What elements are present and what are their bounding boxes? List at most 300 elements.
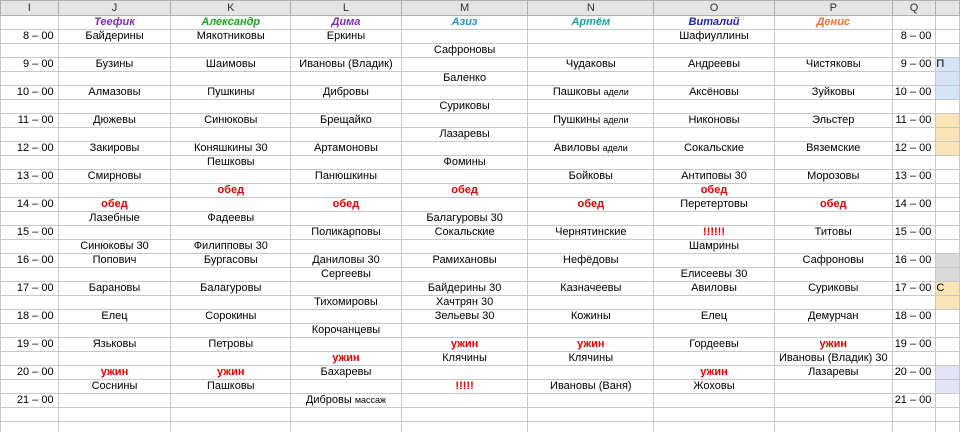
next-column-cell[interactable] — [936, 100, 960, 114]
schedule-cell[interactable] — [291, 72, 402, 86]
time-cell[interactable]: 15 – 00 — [1, 226, 59, 240]
schedule-cell[interactable]: Антиповы 30 — [654, 170, 775, 184]
schedule-cell[interactable] — [401, 114, 528, 128]
time-cell-right[interactable]: 15 – 00 — [892, 226, 936, 240]
next-column-cell[interactable] — [936, 254, 960, 268]
schedule-cell[interactable]: обед — [171, 184, 291, 198]
schedule-cell[interactable]: Филипповы 30 — [171, 240, 291, 254]
schedule-cell[interactable] — [171, 422, 291, 432]
schedule-cell[interactable] — [774, 128, 892, 142]
schedule-cell[interactable] — [58, 226, 171, 240]
schedule-cell[interactable] — [401, 394, 528, 408]
schedule-cell[interactable] — [528, 394, 654, 408]
schedule-cell[interactable]: обед — [401, 184, 528, 198]
schedule-cell[interactable]: ужин — [58, 366, 171, 380]
next-column-cell[interactable] — [936, 226, 960, 240]
schedule-cell[interactable]: Демурчан — [774, 310, 892, 324]
schedule-cell[interactable] — [401, 422, 528, 432]
schedule-cell[interactable]: Сафроновы — [401, 44, 528, 58]
schedule-cell[interactable] — [528, 296, 654, 310]
schedule-cell[interactable] — [171, 198, 291, 212]
schedule-cell[interactable]: Хачтрян 30 — [401, 296, 528, 310]
schedule-cell[interactable] — [58, 324, 171, 338]
schedule-cell[interactable] — [58, 100, 171, 114]
schedule-cell[interactable] — [291, 422, 402, 432]
schedule-cell[interactable] — [528, 422, 654, 432]
schedule-cell[interactable]: Лазаревы — [401, 128, 528, 142]
time-header-cell[interactable] — [1, 16, 59, 30]
next-column-cell[interactable] — [936, 366, 960, 380]
next-column-cell[interactable] — [936, 310, 960, 324]
schedule-cell[interactable]: Балагуровы 30 — [401, 212, 528, 226]
staff-name-cell[interactable]: Виталий — [654, 16, 775, 30]
schedule-cell[interactable]: Шаимовы — [171, 58, 291, 72]
time-cell[interactable] — [1, 296, 59, 310]
schedule-cell[interactable] — [58, 128, 171, 142]
time-cell[interactable]: 11 – 00 — [1, 114, 59, 128]
schedule-cell[interactable]: Клячины — [528, 352, 654, 366]
schedule-cell[interactable] — [654, 72, 775, 86]
schedule-cell[interactable] — [401, 408, 528, 422]
schedule-cell[interactable] — [774, 296, 892, 310]
schedule-cell[interactable]: Сорокины — [171, 310, 291, 324]
next-column-cell[interactable] — [936, 72, 960, 86]
next-column-cell[interactable] — [936, 212, 960, 226]
schedule-cell[interactable] — [774, 156, 892, 170]
schedule-cell[interactable] — [528, 240, 654, 254]
next-column-cell[interactable] — [936, 142, 960, 156]
time-cell-right[interactable] — [892, 156, 936, 170]
schedule-cell[interactable]: Корочанцевы — [291, 324, 402, 338]
schedule-cell[interactable]: Зуйковы — [774, 86, 892, 100]
column-header-K[interactable]: K — [171, 1, 291, 16]
schedule-cell[interactable] — [774, 44, 892, 58]
schedule-cell[interactable] — [528, 142, 654, 156]
schedule-cell[interactable] — [528, 324, 654, 338]
schedule-cell[interactable]: Нефёдовы — [528, 254, 654, 268]
schedule-cell[interactable]: ужин — [774, 338, 892, 352]
schedule-cell[interactable] — [171, 72, 291, 86]
schedule-cell[interactable]: Дюжевы — [58, 114, 171, 128]
time-cell[interactable] — [1, 408, 59, 422]
schedule-cell[interactable]: Сергеевы — [291, 268, 402, 282]
time-cell[interactable]: 9 – 00 — [1, 58, 59, 72]
time-cell-right[interactable]: 8 – 00 — [892, 30, 936, 44]
schedule-cell[interactable]: Смирновы — [58, 170, 171, 184]
schedule-cell[interactable]: Барановы — [58, 282, 171, 296]
schedule-cell[interactable] — [654, 352, 775, 366]
schedule-cell[interactable]: Сокальские — [401, 226, 528, 240]
schedule-cell[interactable]: Байдерины — [58, 30, 171, 44]
schedule-cell[interactable] — [171, 226, 291, 240]
schedule-cell[interactable]: Ивановы (Владик) 30 — [774, 352, 892, 366]
time-cell-right[interactable]: 12 – 00 — [892, 142, 936, 156]
time-cell[interactable] — [1, 184, 59, 198]
schedule-cell[interactable]: Бузины — [58, 58, 171, 72]
schedule-cell[interactable]: Пешковы — [171, 156, 291, 170]
schedule-cell[interactable]: Перетертовы — [654, 198, 775, 212]
schedule-cell[interactable] — [291, 44, 402, 58]
schedule-cell[interactable] — [654, 254, 775, 268]
schedule-cell[interactable]: ужин — [654, 366, 775, 380]
time-cell-right[interactable]: 9 – 00 — [892, 58, 936, 72]
schedule-cell[interactable]: Байдерины 30 — [401, 282, 528, 296]
time-cell-right[interactable] — [892, 44, 936, 58]
schedule-cell[interactable] — [774, 30, 892, 44]
column-header-N[interactable]: N — [528, 1, 654, 16]
schedule-cell[interactable] — [528, 114, 654, 128]
schedule-cell[interactable] — [171, 352, 291, 366]
schedule-cell[interactable] — [774, 212, 892, 226]
schedule-cell[interactable]: Ивановы (Владик) — [291, 58, 402, 72]
next-column-cell[interactable] — [936, 268, 960, 282]
schedule-cell[interactable] — [401, 86, 528, 100]
time-cell[interactable] — [1, 100, 59, 114]
schedule-cell[interactable]: ужин — [528, 338, 654, 352]
schedule-cell[interactable] — [528, 100, 654, 114]
time-cell[interactable] — [1, 324, 59, 338]
schedule-cell[interactable]: Эльстер — [774, 114, 892, 128]
schedule-cell[interactable]: !!!!! — [401, 380, 528, 394]
schedule-cell[interactable]: Бахаревы — [291, 366, 402, 380]
time-cell[interactable] — [1, 352, 59, 366]
time-cell-right[interactable] — [892, 408, 936, 422]
schedule-cell[interactable] — [58, 408, 171, 422]
next-column-cell[interactable] — [936, 380, 960, 394]
schedule-cell[interactable] — [401, 366, 528, 380]
schedule-cell[interactable]: Елец — [654, 310, 775, 324]
time-cell-right[interactable]: 18 – 00 — [892, 310, 936, 324]
schedule-cell[interactable] — [528, 212, 654, 226]
schedule-cell[interactable] — [58, 184, 171, 198]
schedule-cell[interactable] — [58, 352, 171, 366]
schedule-cell[interactable] — [291, 184, 402, 198]
next-column-cell[interactable] — [936, 170, 960, 184]
next-column-cell[interactable] — [936, 16, 960, 30]
time-cell[interactable]: 19 – 00 — [1, 338, 59, 352]
time-cell[interactable] — [1, 44, 59, 58]
schedule-cell[interactable]: Бойковы — [528, 170, 654, 184]
schedule-cell[interactable] — [291, 128, 402, 142]
time-cell[interactable]: 8 – 00 — [1, 30, 59, 44]
schedule-cell[interactable] — [528, 44, 654, 58]
schedule-cell[interactable] — [401, 324, 528, 338]
schedule-cell[interactable]: Никоновы — [654, 114, 775, 128]
schedule-cell[interactable] — [171, 324, 291, 338]
time-cell-right[interactable] — [892, 422, 936, 432]
schedule-cell[interactable]: Синюковы 30 — [58, 240, 171, 254]
column-header-M[interactable]: M — [401, 1, 528, 16]
schedule-cell[interactable] — [528, 366, 654, 380]
schedule-cell[interactable]: обед — [291, 198, 402, 212]
schedule-cell[interactable]: Андреевы — [654, 58, 775, 72]
staff-name-cell[interactable]: Азиз — [401, 16, 528, 30]
schedule-cell[interactable]: обед — [654, 184, 775, 198]
schedule-cell[interactable] — [58, 296, 171, 310]
column-header-Q[interactable]: Q — [892, 1, 936, 16]
schedule-cell[interactable]: Чудаковы — [528, 58, 654, 72]
column-header-O[interactable]: O — [654, 1, 775, 16]
schedule-cell[interactable] — [528, 408, 654, 422]
schedule-cell[interactable]: Шафиуллины — [654, 30, 775, 44]
time-cell-right[interactable] — [892, 128, 936, 142]
time-cell-right[interactable] — [892, 240, 936, 254]
schedule-cell[interactable] — [58, 268, 171, 282]
time-cell[interactable]: 21 – 00 — [1, 394, 59, 408]
schedule-cell[interactable]: обед — [774, 198, 892, 212]
next-column-cell[interactable] — [936, 394, 960, 408]
schedule-cell[interactable] — [401, 198, 528, 212]
time-cell-right[interactable]: 20 – 00 — [892, 366, 936, 380]
schedule-cell[interactable] — [291, 394, 402, 408]
time-cell[interactable] — [1, 422, 59, 432]
schedule-cell[interactable]: ужин — [401, 338, 528, 352]
schedule-cell[interactable] — [654, 128, 775, 142]
schedule-cell[interactable] — [654, 394, 775, 408]
time-cell[interactable] — [1, 380, 59, 394]
schedule-cell[interactable] — [291, 310, 402, 324]
schedule-cell[interactable]: Баленко — [401, 72, 528, 86]
next-column-cell[interactable] — [936, 198, 960, 212]
staff-name-cell[interactable]: Артём — [528, 16, 654, 30]
schedule-cell[interactable]: Гордеевы — [654, 338, 775, 352]
schedule-cell[interactable]: Шамрины — [654, 240, 775, 254]
time-cell[interactable]: 16 – 00 — [1, 254, 59, 268]
schedule-cell[interactable]: Попович — [58, 254, 171, 268]
schedule-cell[interactable]: Ивановы (Ваня) — [528, 380, 654, 394]
next-column-cell[interactable] — [936, 86, 960, 100]
time-cell-right[interactable]: 14 – 00 — [892, 198, 936, 212]
schedule-cell[interactable]: Сафроновы — [774, 254, 892, 268]
schedule-cell[interactable]: Панюшкины — [291, 170, 402, 184]
schedule-cell[interactable] — [58, 44, 171, 58]
schedule-cell[interactable]: Лазаревы — [774, 366, 892, 380]
time-cell-right[interactable]: 13 – 00 — [892, 170, 936, 184]
schedule-cell[interactable] — [291, 380, 402, 394]
schedule-cell[interactable] — [171, 44, 291, 58]
schedule-cell[interactable] — [528, 156, 654, 170]
time-cell-right[interactable] — [892, 72, 936, 86]
schedule-cell[interactable]: Пушкины — [171, 86, 291, 100]
schedule-cell[interactable]: Дибровы — [291, 86, 402, 100]
time-header-cell-right[interactable] — [892, 16, 936, 30]
schedule-cell[interactable]: Закировы — [58, 142, 171, 156]
schedule-cell[interactable]: Суриковы — [401, 100, 528, 114]
schedule-cell[interactable]: !!!!!! — [654, 226, 775, 240]
time-cell[interactable]: 14 – 00 — [1, 198, 59, 212]
time-cell-right[interactable]: 21 – 00 — [892, 394, 936, 408]
schedule-cell[interactable]: Балагуровы — [171, 282, 291, 296]
schedule-cell[interactable] — [654, 324, 775, 338]
time-cell[interactable]: 10 – 00 — [1, 86, 59, 100]
time-cell[interactable] — [1, 156, 59, 170]
schedule-cell[interactable] — [774, 184, 892, 198]
time-cell[interactable]: 12 – 00 — [1, 142, 59, 156]
schedule-cell[interactable] — [528, 72, 654, 86]
next-column-cell[interactable]: П — [936, 58, 960, 72]
schedule-cell[interactable] — [291, 240, 402, 254]
next-column-cell[interactable] — [936, 338, 960, 352]
schedule-cell[interactable]: Тихомировы — [291, 296, 402, 310]
column-header-L[interactable]: L — [291, 1, 402, 16]
schedule-cell[interactable] — [654, 408, 775, 422]
schedule-cell[interactable]: Еркины — [291, 30, 402, 44]
time-cell-right[interactable] — [892, 352, 936, 366]
schedule-cell[interactable] — [654, 44, 775, 58]
schedule-cell[interactable]: обед — [528, 198, 654, 212]
schedule-cell[interactable]: Жоховы — [654, 380, 775, 394]
next-column-cell[interactable] — [936, 422, 960, 432]
schedule-cell[interactable]: Елец — [58, 310, 171, 324]
schedule-cell[interactable]: ужин — [171, 366, 291, 380]
schedule-cell[interactable]: Синюковы — [171, 114, 291, 128]
schedule-cell[interactable] — [171, 394, 291, 408]
staff-name-cell[interactable]: Денис — [774, 16, 892, 30]
schedule-cell[interactable] — [171, 100, 291, 114]
schedule-cell[interactable] — [58, 72, 171, 86]
schedule-cell[interactable]: ужин — [291, 352, 402, 366]
schedule-cell[interactable] — [774, 408, 892, 422]
schedule-cell[interactable] — [528, 86, 654, 100]
schedule-cell[interactable]: Бургасовы — [171, 254, 291, 268]
schedule-cell[interactable] — [58, 156, 171, 170]
schedule-cell[interactable] — [774, 100, 892, 114]
time-cell[interactable]: 18 – 00 — [1, 310, 59, 324]
schedule-cell[interactable] — [528, 30, 654, 44]
schedule-cell[interactable] — [291, 212, 402, 226]
time-cell[interactable] — [1, 72, 59, 86]
schedule-cell[interactable]: Коняшкины 30 — [171, 142, 291, 156]
schedule-cell[interactable]: Клячины — [401, 352, 528, 366]
schedule-cell[interactable]: Сокальские — [654, 142, 775, 156]
schedule-cell[interactable]: Казначеевы — [528, 282, 654, 296]
next-column-cell[interactable]: С — [936, 282, 960, 296]
schedule-cell[interactable]: обед — [58, 198, 171, 212]
time-cell[interactable] — [1, 212, 59, 226]
next-column-cell[interactable] — [936, 324, 960, 338]
schedule-cell[interactable]: Авиловы — [654, 282, 775, 296]
time-cell-right[interactable]: 17 – 00 — [892, 282, 936, 296]
schedule-cell[interactable]: Зельевы 30 — [401, 310, 528, 324]
schedule-cell[interactable] — [528, 268, 654, 282]
schedule-cell[interactable]: Петровы — [171, 338, 291, 352]
schedule-cell[interactable] — [401, 240, 528, 254]
schedule-cell[interactable]: Фомины — [401, 156, 528, 170]
schedule-cell[interactable] — [401, 30, 528, 44]
schedule-cell[interactable] — [58, 394, 171, 408]
schedule-cell[interactable] — [171, 128, 291, 142]
schedule-cell[interactable] — [774, 380, 892, 394]
schedule-cell[interactable]: Поликарповы — [291, 226, 402, 240]
time-cell-right[interactable]: 16 – 00 — [892, 254, 936, 268]
column-header-I[interactable]: I — [1, 1, 59, 16]
schedule-cell[interactable] — [654, 156, 775, 170]
schedule-cell[interactable] — [774, 422, 892, 432]
schedule-cell[interactable] — [774, 268, 892, 282]
schedule-cell[interactable] — [528, 128, 654, 142]
time-cell[interactable]: 13 – 00 — [1, 170, 59, 184]
schedule-cell[interactable] — [171, 408, 291, 422]
schedule-cell[interactable] — [774, 240, 892, 254]
schedule-cell[interactable] — [401, 142, 528, 156]
time-cell-right[interactable] — [892, 324, 936, 338]
next-column-cell[interactable] — [936, 30, 960, 44]
schedule-cell[interactable]: Лазебные — [58, 212, 171, 226]
schedule-cell[interactable]: Рамихановы — [401, 254, 528, 268]
time-cell[interactable] — [1, 240, 59, 254]
schedule-cell[interactable] — [401, 170, 528, 184]
time-cell-right[interactable] — [892, 100, 936, 114]
schedule-cell[interactable] — [528, 184, 654, 198]
schedule-cell[interactable] — [401, 268, 528, 282]
staff-name-cell[interactable]: Теефик — [58, 16, 171, 30]
time-cell-right[interactable]: 11 – 00 — [892, 114, 936, 128]
schedule-cell[interactable] — [774, 324, 892, 338]
time-cell-right[interactable]: 10 – 00 — [892, 86, 936, 100]
schedule-cell[interactable]: Алмазовы — [58, 86, 171, 100]
column-header-P[interactable]: P — [774, 1, 892, 16]
time-cell[interactable]: 20 – 00 — [1, 366, 59, 380]
column-header-J[interactable]: J — [58, 1, 171, 16]
schedule-cell[interactable]: Вяземские — [774, 142, 892, 156]
next-column-cell[interactable] — [936, 296, 960, 310]
schedule-cell[interactable] — [171, 296, 291, 310]
schedule-cell[interactable]: Суриковы — [774, 282, 892, 296]
next-column-cell[interactable] — [936, 184, 960, 198]
next-column-cell[interactable] — [936, 114, 960, 128]
schedule-cell[interactable]: Елисеевы 30 — [654, 268, 775, 282]
next-column-cell[interactable] — [936, 240, 960, 254]
time-cell-right[interactable] — [892, 268, 936, 282]
schedule-cell[interactable]: Чистяковы — [774, 58, 892, 72]
schedule-cell[interactable] — [291, 282, 402, 296]
next-column-cell[interactable] — [936, 352, 960, 366]
schedule-cell[interactable] — [58, 422, 171, 432]
schedule-cell[interactable] — [774, 72, 892, 86]
time-cell[interactable]: 17 – 00 — [1, 282, 59, 296]
schedule-cell[interactable]: Морозовы — [774, 170, 892, 184]
schedule-cell[interactable] — [654, 100, 775, 114]
schedule-cell[interactable]: Чернятинские — [528, 226, 654, 240]
schedule-cell[interactable]: Соснины — [58, 380, 171, 394]
schedule-cell[interactable] — [654, 212, 775, 226]
schedule-cell[interactable]: Пашковы — [171, 380, 291, 394]
time-cell-right[interactable] — [892, 380, 936, 394]
time-cell-right[interactable]: 19 – 00 — [892, 338, 936, 352]
schedule-cell[interactable] — [291, 408, 402, 422]
next-column-cell[interactable] — [936, 408, 960, 422]
next-column-cell[interactable] — [936, 44, 960, 58]
schedule-cell[interactable] — [171, 268, 291, 282]
time-cell-right[interactable] — [892, 184, 936, 198]
time-cell-right[interactable] — [892, 212, 936, 226]
schedule-cell[interactable]: Кожины — [528, 310, 654, 324]
time-cell[interactable] — [1, 268, 59, 282]
schedule-cell[interactable] — [291, 338, 402, 352]
column-header-next[interactable] — [936, 1, 960, 16]
schedule-cell[interactable]: Язьковы — [58, 338, 171, 352]
schedule-cell[interactable]: Аксёновы — [654, 86, 775, 100]
schedule-cell[interactable] — [291, 100, 402, 114]
next-column-cell[interactable] — [936, 128, 960, 142]
time-cell-right[interactable] — [892, 296, 936, 310]
schedule-cell[interactable]: Брещайко — [291, 114, 402, 128]
schedule-cell[interactable] — [291, 156, 402, 170]
schedule-cell[interactable] — [654, 296, 775, 310]
staff-name-cell[interactable]: Дима — [291, 16, 402, 30]
next-column-cell[interactable] — [936, 156, 960, 170]
schedule-cell[interactable]: Фадеевы — [171, 212, 291, 226]
